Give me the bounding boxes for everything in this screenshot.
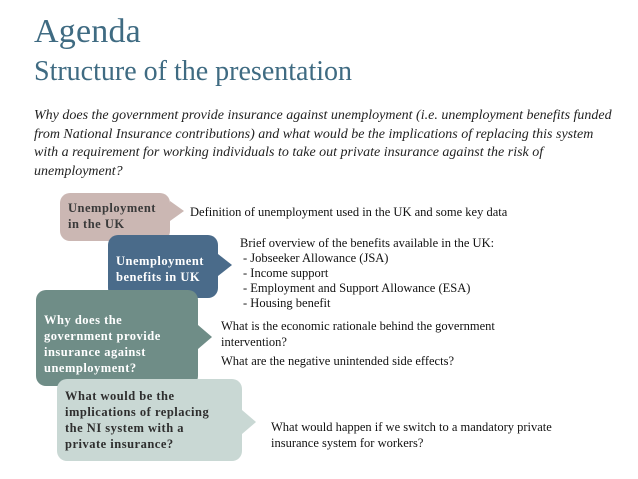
agenda-box-label: What would be the implications of replacing the NI system with a private insurance? <box>65 389 210 451</box>
research-question: Why does the government provide insurance against unemployment (i.e. unemployment benefits funded from National Insurance contributions) and what would be the implications of replacing this system with a requirement for working individuals to take out private insurance against the risk of unemployment? <box>34 108 612 179</box>
arrow-icon <box>198 325 214 349</box>
list-item: - Employment and Support Allowance (ESA) <box>243 281 563 296</box>
agenda-desc-why-insurance: What is the economic rationale behind the government intervention? <box>221 319 495 349</box>
arrow-icon <box>170 201 186 221</box>
agenda-desc-private-insurance: What would happen if we switch to a mandatory private insurance system for workers? <box>271 420 552 450</box>
slide-subtitle: Structure of the presentation <box>34 56 353 87</box>
agenda-box-unemployment-uk <box>60 193 170 241</box>
agenda-box-label: Why does the government provide insurance against unemployment? <box>44 313 161 375</box>
agenda-box-label: Unemployment in the UK <box>68 201 156 231</box>
list-item: - Income support <box>243 266 563 281</box>
arrow-icon <box>242 410 258 434</box>
agenda-desc-unemployment-uk: Definition of unemployment used in the UK and some key data <box>190 205 508 219</box>
slide-title: Agenda <box>34 13 141 50</box>
arrow-icon <box>218 254 234 276</box>
list-item: - Housing benefit <box>243 296 563 311</box>
agenda-box-private-insurance <box>57 379 242 461</box>
agenda-desc-side-effects: What are the negative unintended side effects? <box>221 354 454 368</box>
agenda-box-label: Unemployment benefits in UK <box>116 254 204 284</box>
list-item: - Jobseeker Allowance (JSA) <box>243 251 563 266</box>
agenda-box-why-insurance <box>36 290 198 386</box>
agenda-desc-benefits-uk: Brief overview of the benefits available in the UK: <box>240 236 495 250</box>
benefits-list <box>243 251 563 311</box>
agenda-box-benefits-uk <box>108 235 218 298</box>
